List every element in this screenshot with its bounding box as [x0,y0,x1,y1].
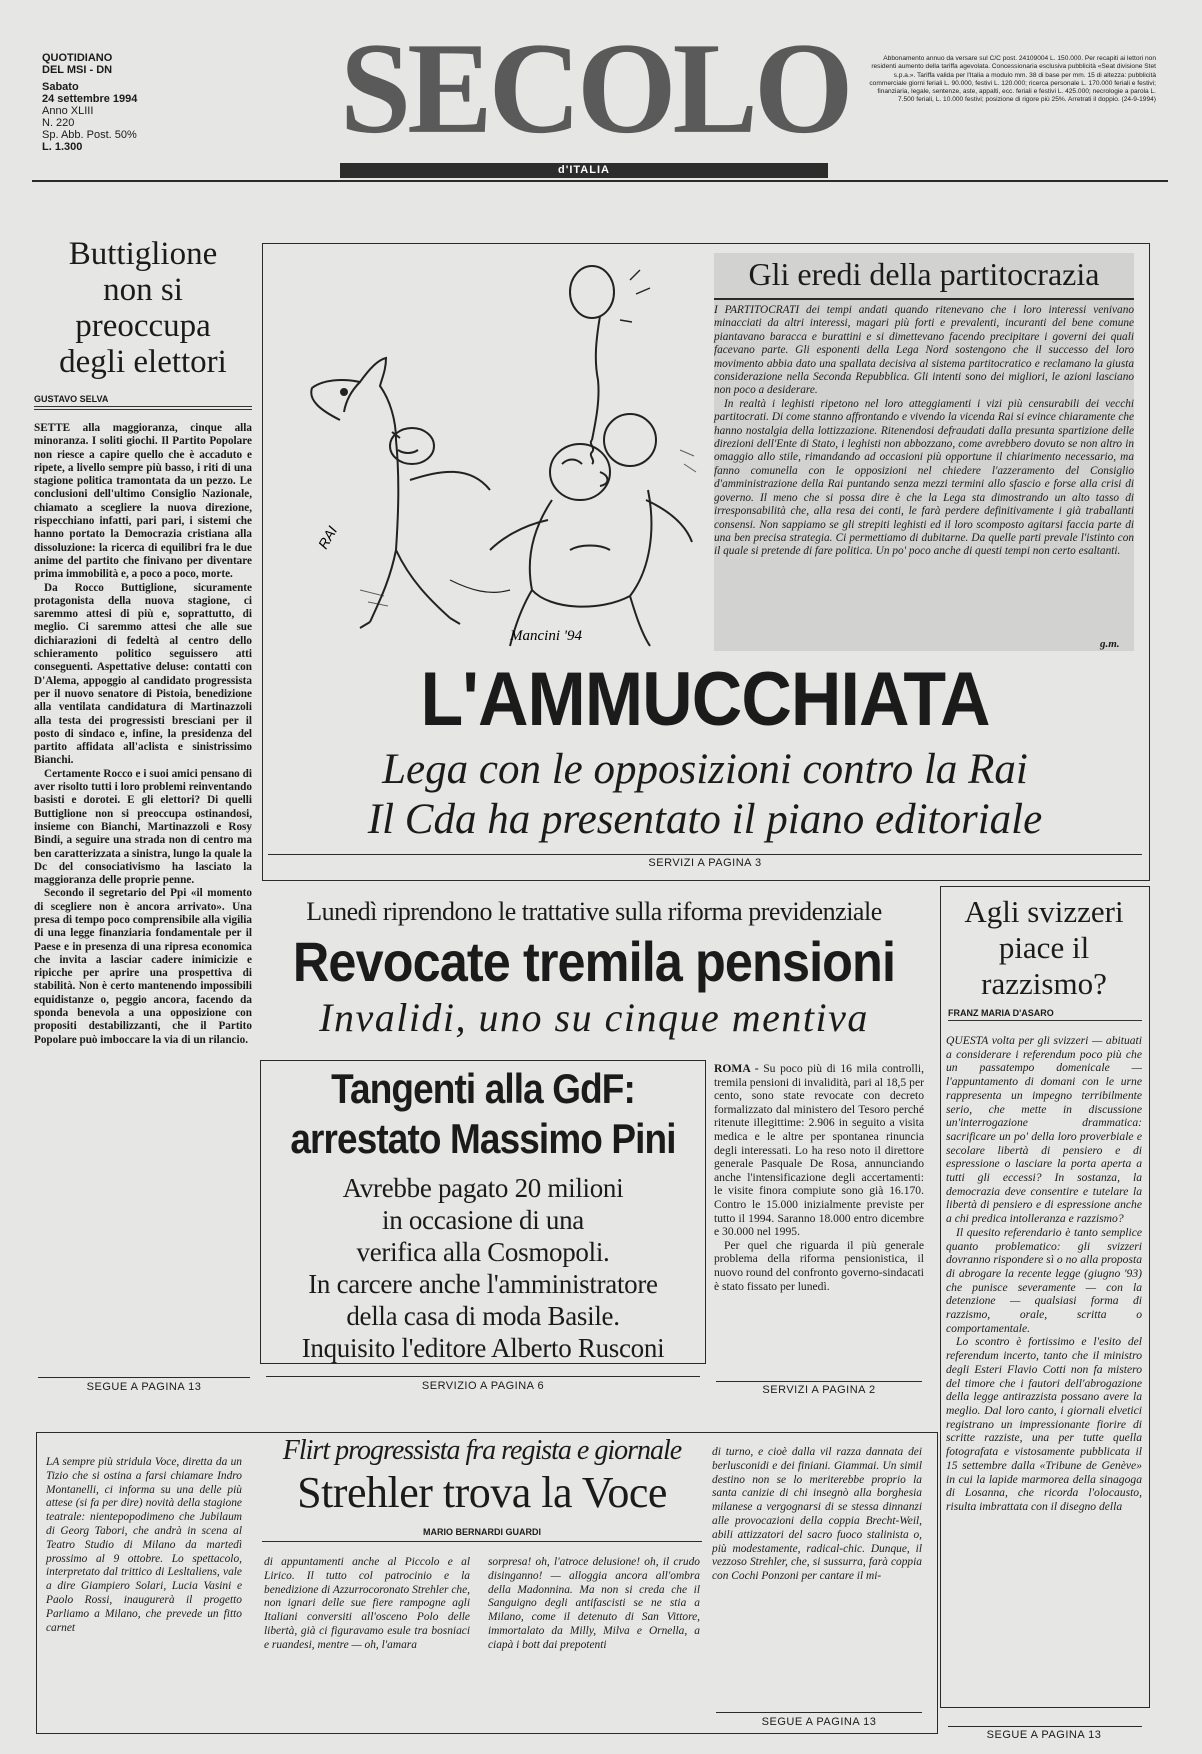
masthead-rule [32,180,1168,182]
main-headline: L'AMMUCCHIATA [420,657,990,742]
strehler-title: Strehler trova la Voce [297,1468,667,1517]
pensions-p2: Per quel che riguarda il più generale problema della riforma pensionistica, il nuovo round del confronto governo-sindacati è stato fissato per lunedì. [714,1238,924,1293]
strehler-col-1: LA sempre più stridula Voce, diretta da un Tizio che si ostina a farsi chiamare Indro Montanelli, ci informa su una delle più attese (si fa per dire) novità della stagione teatrale: nientepopodimeno che Jubilaum di Georg Tabori, che andrà in scena al Teatro Studio di Milano da martedì prossimo al 9 ottobre. Lo spettacolo, interpretato dal trittico di Lesltaliens, vale a dire Giampiero Solari, Lucia Vasini e Paolo Rossi, inaugurerà il progetto Parliamo a Milano, che prevede un fitto carnet [46,1456,242,1634]
tangenti-body [262,1172,704,1364]
strehler-col-3: sorpresa! oh, l'atroce delusione! oh, il crudo disinganno! — alloggia ancora all'ombra della Madonnina. Ma non si creda che il Sanguigno degli antifascisti se ne stia a Milano, come il detenuto di San Vittore, immortalato da Milly, Milva e Ornella, a ciapà i bott dai prepotenti [488,1556,700,1651]
tangenti-title-2: arrestato Massimo Pini [290,1115,676,1162]
masthead-title: SECOLO [340,15,850,161]
strehler-col-2: di appuntamenti anche al Piccolo e al Lirico. Il tutto col patrocinio e la benedizione di Azzurrocoronato Strehler che, non ignari delle sue fiere rampogne agli Italiani conversiti all'osceno Polo delle libertà, già ci figuravamo esule tra bosniaci e ruandesi, mentre — oh, l'amara [264,1556,470,1651]
left-editorial-p3: Certamente Rocco e i suoi amici pensano di aver risolto tutti i loro problemi reinventando basisti e dorotei. E gli elettori? Di quelli Buttiglione non si preoccupa ostinandosi, insieme con Bianchi, Martinazzoli e Rosy Bindi, a seguire una strada non di centro ma ben caratterizzata a sinistra, lungo la quale la Dc del consociativismo ha lasciato la maggioranza delle proprie penne. [34,767,252,887]
masthead-subtitle: d'ITALIA [558,164,610,176]
tangenti-line-2: in occasione di una [382,1205,584,1235]
svizzeri-p2: Il quesito referendario è tanto semplice quanto problematico: gli svizzeri dovranno rispondere sì o no alla proposta di abrogare la recente legge (giugno '93) che punisce severamente — con la detenzione — qualsiasi forma di razzismo, orale, scritta o comportamentale. [946,1225,1142,1335]
postal-info: Sp. Abb. Post. 50% [42,129,137,141]
box-editorial-p2: In realtà i leghisti ripetono nel loro atteggiamenti i vizi più censurabili dei vecchi partitocrati. Di come stanno affrontando e vivendo la vicenda Rai si evince chiaramente che hanno nostalgia della lottizzazione. Ritenendosi defraudati dalla presunta spartizione delle direzioni dell'Ente di Stato, i leghisti non abbozzano, come avrebbero dovuto se non altro in omaggio allo stile, rimandando ad occasioni più opportune il chiarimento necessario, ma fanno comunella con le opposizioni nel chiedere l'azzeramento del Consiglio d'amministrazione della Rai puntando senza mezzi termini allo sfascio e forse alla crisi di governo. Il meno che si possa dire è che la Lega sta dimostrando un alto tasso di irresponsabilità che, alla resa dei conti, le farà perdere definitivamente i già traballanti consensi. Non sappiamo se gli strepiti leghisti ed il loro scomposto agitarsi faccia parte di una ben precisa strategia. Ci permettiamo di dubitarne. Da quelle parti prevale l'istinto con il quale si pretende di fare politica. Un po' poco anche di questi tempi non certo esaltanti. [714,397,1134,558]
tangenti-follow: SERVIZIO A PAGINA 6 [421,1380,545,1392]
headline-sub-2: Il Cda ha presentato il piano editoriale [367,796,1043,843]
pensions-sub: Invalidi, uno su cinque mentiva [319,995,869,1040]
pensions-follow: SERVIZI A PAGINA 2 [762,1384,876,1396]
svizzeri-body [946,1034,1142,1514]
svizzeri-p3: Lo scontro è fortissimo e l'esito del referendum incerto, tanto che il ministro degli Esteri Flavio Cotti non fa mistero del timore che i fautori dell'abrogazione della legge antirazzista possano avere la meglio. Dal loro canto, i giornali elvetici registrano un impressionante fiorire di scritte razziste, una per tutte quella fotografata e vistosamente pubblicata il 15 settembre dalla «Tribune de Genève» in cui la lapide marmorea della sinagoga di Losanna, che ricorda l'olocausto, risulta imbrattata con il disegno della [946,1335,1142,1513]
pensions-kicker: Lunedì riprendono le trattative sulla riforma previdenziale [306,897,882,926]
left-editorial-title: Buttiglione non si preoccupa degli elettori [59,236,227,380]
left-follow-rule [38,1377,250,1378]
issue-number: N. 220 [42,117,75,129]
headline-follow-rule [268,854,1142,855]
strehler-author: MARIO BERNARDI GUARDI [423,1527,541,1537]
left-editorial-author: GUSTAVO SELVA [34,394,252,407]
left-editorial-p1: SETTE alla maggioranza, cinque alla minoranza. I soliti giochi. Il Partito Popolare non riesce a capire quello che è accaduto e ripete, a livello sempre più basso, i riti di una stagione politica tramontata da un pezzo. Le conclusioni dell'ultimo Consiglio Nazionale, chiamato a scegliere la nuova direzione, rispecchiano infatti, pari pari, i sistemi che hanno portato la Democrazia cristiana alla dissoluzione: la ricerca di equilibri fra le due anime del partito che finivano per diventare prima immobilità e, a poco a poco, morte. [34,422,252,581]
cartoon-rai-label: RAI [314,523,341,552]
headline-follow: SERVIZI A PAGINA 3 [648,857,762,869]
pensions-dateline: ROMA - [714,1062,759,1075]
pensions-follow-rule [716,1381,922,1382]
svizzeri-p1: QUESTA volta per gli svizzeri — abituati a considerare i referendum poco più che un passatempo domenicale — l'appuntamento di domani con le urne rappresenta un impegno terribilmente serio, che mette in discussione un'interrogazione drammatica: sacrificare un po' della loro proverbiale e secolare libertà di pensiero e di espressione o lasciare la porta aperta a tutti gli eccessi? In sostanza, la democrazia deve consentire e tutelare la libertà di pensiero e di espressione anche a chi predica intolleranza e razzismo? [946,1034,1142,1226]
tangenti-line-6: Inquisito l'editore Alberto Rusconi [301,1333,665,1363]
tangenti-line-5: della casa di moda Basile. [346,1301,620,1331]
box-editorial-p1: I PARTITOCRATI dei tempi andati quando ritenevano che i loro interessi venivano minacciati da altri interessi, magari più forti e prevalenti, incuranti del bene comune piantavano baracca e burattini e si dimettevano facendo precipitare i governi dei quali facevano parte. Gli esponenti della Lega Nord sostengono che il successo del loro movimento abbia dato una spallata decisiva al sistema partitocratico e reclamano la giusta considerazione nella Seconda Repubblica. Gli intenti sono dei migliori, le azioni lasciano non poco a desiderare. [714,304,1134,397]
left-editorial-p2: Da Rocco Buttiglione, sicuramente protagonista della nuova stagione, ci saremmo attesi di più e, soprattutto, di meglio. Ci saremmo attesi che alle sue dichiarazioni di fedeltà al centro dello schieramento politico seguissero atti conseguenti. Aspettative deluse: contatti con D'Alema, appoggio al candidato progressista per il nuovo senatore di Pistoia, benedizione alla ventilata candidatura di Martinazzoli alla testa dei progressisti bresciani per il posto di sindaco e, infine, la presidenza del partito affidata all'aclista e sinistrissimo Bianchi. [34,581,252,767]
svizzeri-author: FRANZ MARIA D'ASARO [948,1008,1142,1021]
issue-year: Anno XLIII [42,105,94,117]
date-day: Sabato [42,81,79,93]
paper-type: QUOTIDIANO [42,52,113,64]
svizzeri-title: Agli svizzeri piace il razzismo? [964,894,1124,1001]
left-editorial-follow: SEGUE A PAGINA 13 [86,1381,202,1393]
strehler-col-4: di turno, e cioè dalla vil razza dannata dei berlusconidi e dei finiani. Giammai. Un simil destino non se lo meriterebbe proprio la santa canizie di chi insegnò alla borghesia milanese a vergognarsi di se stessa dinnanzi alle provocazioni della coppia Brecht-Weil, abili attizzatori del sacro fuoco stalinista o, più modestamente, radical-chic. Dunque, il vezzoso Strehler, che, si sussurra, farà coppia con Cochi Ponzoni per cantare il mi- [712,1446,922,1583]
box-editorial-rule [714,298,1134,300]
price: L. 1.300 [42,141,83,153]
cartoon [300,250,700,650]
cartoon-signature: Mancini '94 [510,628,582,644]
tangenti-line-4: In carcere anche l'amministratore [308,1269,658,1299]
tangenti-follow-rule [266,1376,700,1377]
box-editorial-body [714,304,1134,559]
svizzeri-follow: SEGUE A PAGINA 13 [986,1729,1102,1741]
strehler-follow: SEGUE A PAGINA 13 [761,1716,877,1728]
left-editorial [34,236,252,1047]
pensions-body [714,1062,924,1293]
strehler-kicker: Flirt progressista fra regista e giornale [282,1435,682,1466]
pensions-title: Revocate tremila pensioni [292,930,896,993]
strehler-follow-rule [716,1712,922,1713]
strehler-author-rule [262,1541,702,1542]
box-editorial-title: Gli eredi della partitocrazia [748,256,1100,292]
box-editorial-sign: g.m. [1100,638,1120,650]
masthead-rates: Abbonamento annuo da versare sul C/C post. 24109004 L. 150.000. Per recapiti ai lettori non residenti aumento della tariffa agevolata. Concessionaria esclusiva pubblicità «Seat divisione Stet s.p.a.». Tariffa valida per l'Italia a modulo mm. 38 di base per mm. 15 di altezza: pubblicità commerciale giorni feriali L. 90.000, festivi L. 120.000; ricerca personale L. 170.000 feriali e festivi; finanziaria, legale, sentenze, aste, appalti, ecc. feriali e festivi L. 425.000; necrologie a parola L. 7.500 feriali, L. 10.000 festivi; posizione di rigore più 25%. Arretrati il doppio. (24-9-1994) [869,55,1156,104]
headline-sub-1: Lega con le opposizioni contro la Rai [382,746,1028,793]
party-line: DEL MSI - DN [42,64,113,76]
tangenti-line-1: Avrebbe pagato 20 milioni [342,1173,624,1203]
svizzeri-follow-rule [948,1726,1142,1727]
issue-date: 24 settembre 1994 [42,93,138,105]
tangenti-title-1: Tangenti alla GdF: [331,1065,635,1112]
tangenti-line-3: verifica alla Cosmopoli. [356,1237,610,1267]
masthead-left [42,52,192,153]
left-editorial-p4: Secondo il segretario del Ppi «il momento di scegliere non è ancora arrivato». Una presa di tempo poco comprensibile alla vigilia di una legge finanziaria fondamentale per il Paese e in presenza di una ripresa economica che invita a lasciar cadere inimicizie e ripicche per aprire una prospettiva di stabilità. Non è certo mantenendo impossibili equidistanze o, peggio ancora, facendo da sponda benevola a una opposizione con propositi destabilizzanti, che il Partito Popolare può imboccare la via di un rilancio. [34,887,252,1046]
noose-icon [570,266,614,318]
pensions-p1-text: Su poco più di 16 mila controlli, tremila pensioni di invalidità, pari al 18,5 per cento, sono state revocate con decreto formalizzato dal ministero del Tesoro perché ritenute illegittime: 2.906 in seguito a visita medica e le altre per spontanea rinuncia degli interessati. Lo ha reso noto il direttore generale Pasquale De Rosa, annunciando anche l'intensificazione degli accertamenti: le visite finora compiute sono già 16.170. Contro le 15.000 inizialmente previste per tutto il 1994. Saranno 18.000 entro dicembre e 30.000 nel 1995. [714,1062,924,1239]
pensions-p1 [714,1062,924,1239]
